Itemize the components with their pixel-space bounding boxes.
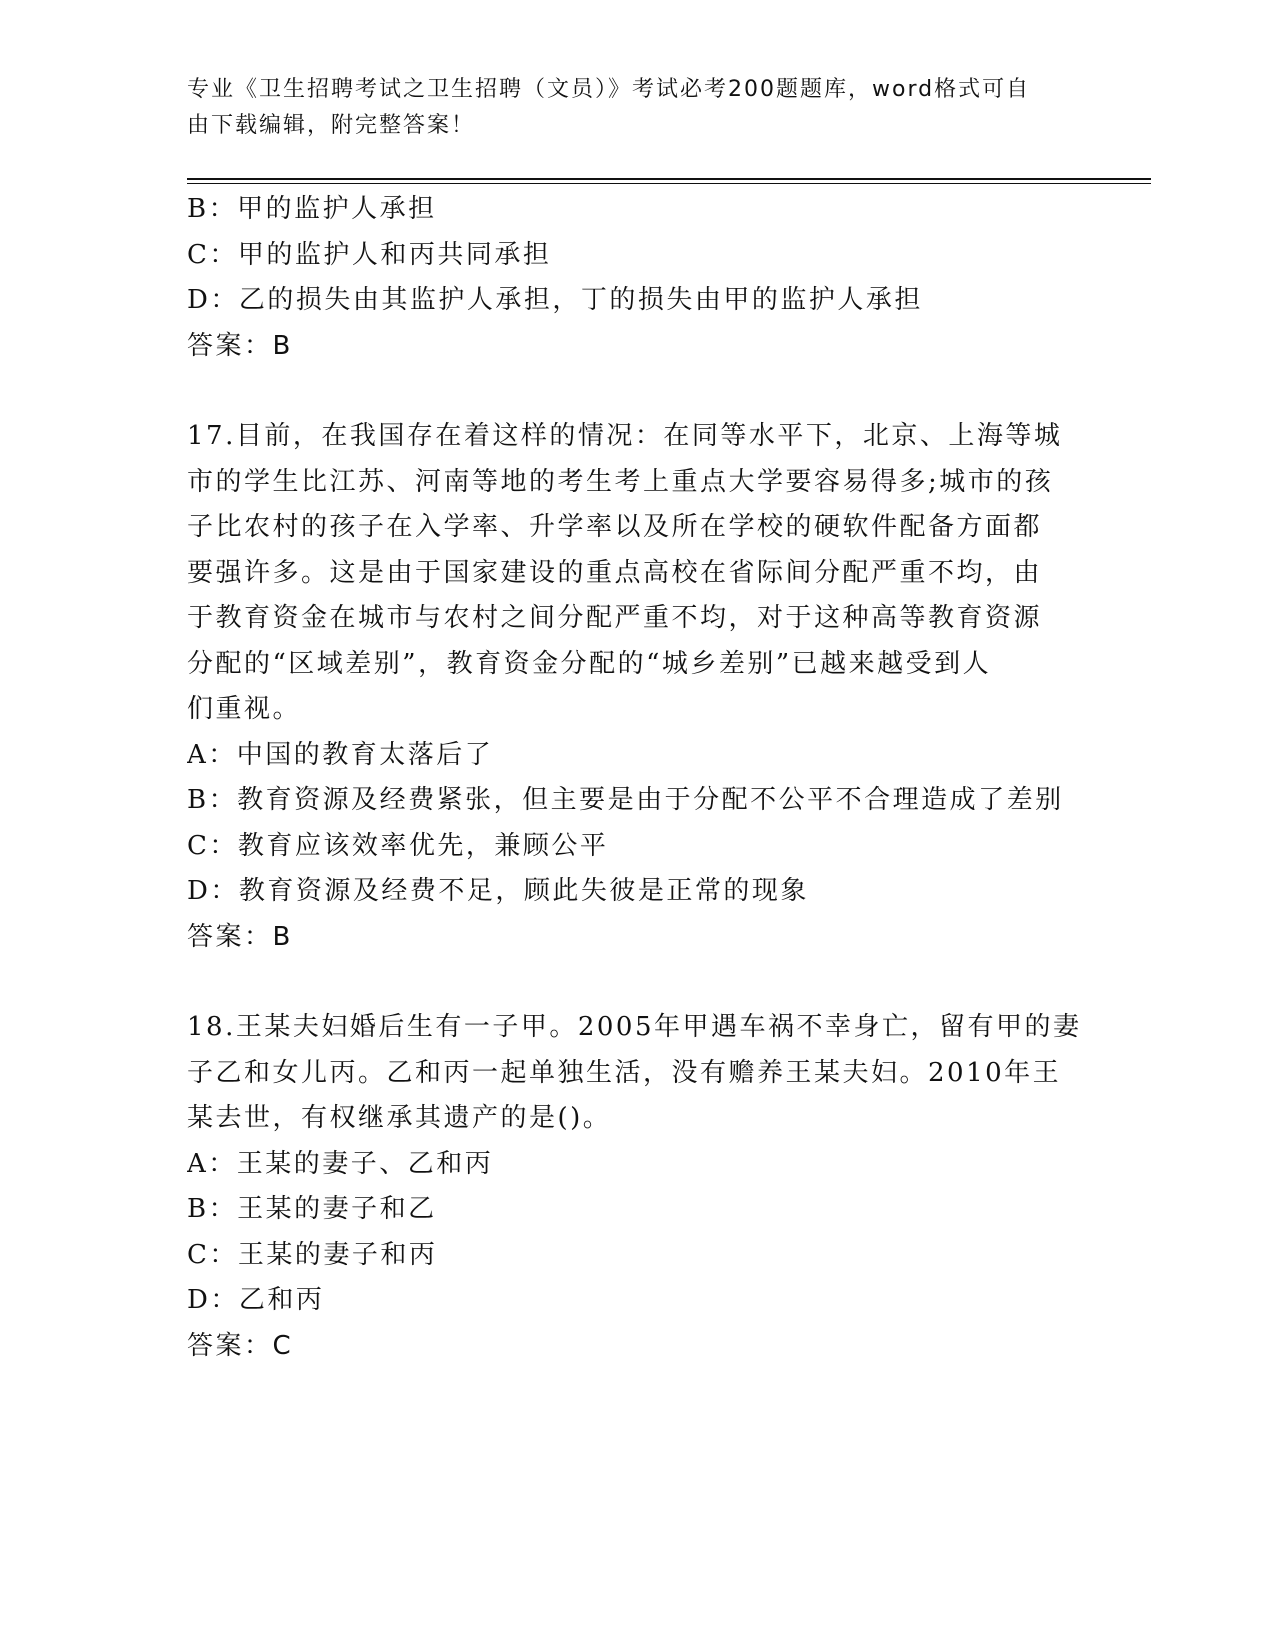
option-b: B：王某的妻子和乙 xyxy=(187,1194,437,1224)
question-17 xyxy=(187,414,1087,960)
stem-line: 要强许多。这是由于国家建设的重点高校在省际间分配严重不均，由 xyxy=(187,557,1043,588)
question-content xyxy=(187,187,1087,1369)
stem-line: 市的学生比江苏、河南等地的考生考上重点大学要容易得多;城市的孩 xyxy=(187,466,1054,497)
answer: 答案：C xyxy=(187,1330,294,1361)
stem-line: 子乙和女儿丙。乙和丙一起单独生活，没有赡养王某夫妇。2010年王 xyxy=(187,1057,1062,1088)
stem-line: 们重视。 xyxy=(187,694,302,724)
option-b: B：教育资源及经费紧张，但主要是由于分配不公平不合理造成了差别 xyxy=(187,785,1064,815)
option-c: C：教育应该效率优先，兼顾公平 xyxy=(187,830,609,861)
option-b: B：甲的监护人承担 xyxy=(187,194,437,224)
option-a: A：中国的教育太落后了 xyxy=(187,739,494,770)
option-d: D：乙的损失由其监护人承担，丁的损失由甲的监护人承担 xyxy=(187,285,923,315)
stem-line: 子比农村的孩子在入学率、升学率以及所在学校的硬软件配备方面都 xyxy=(187,512,1043,542)
stem-line: 17.目前，在我国存在着这样的情况：在同等水平下，北京、上海等城 xyxy=(187,421,1063,451)
option-c: C：甲的监护人和丙共同承担 xyxy=(187,239,552,270)
option-d: D：乙和丙 xyxy=(187,1285,325,1315)
stem-line: 分配的“区域差别”，教育资金分配的“城乡差别”已越来越受到人 xyxy=(187,648,992,679)
header-rule-thick xyxy=(187,178,1151,180)
option-c: C：王某的妻子和丙 xyxy=(187,1239,438,1270)
question-16 xyxy=(187,187,1087,369)
header-rule-thin xyxy=(187,183,1151,184)
document-header xyxy=(187,72,1067,144)
option-d: D：教育资源及经费不足，顾此失彼是正常的现象 xyxy=(187,876,809,906)
spacer xyxy=(187,369,1087,414)
stem-line: 18.王某夫妇婚后生有一子甲。2005年甲遇车祸不幸身亡，留有甲的妻 xyxy=(187,1012,1082,1042)
header-line-2: 由下载编辑，附完整答案！ xyxy=(187,113,476,138)
answer: 答案：B xyxy=(187,330,293,361)
option-a: A：王某的妻子、乙和丙 xyxy=(187,1148,494,1179)
spacer xyxy=(187,960,1087,1005)
answer: 答案：B xyxy=(187,921,293,952)
question-18 xyxy=(187,1005,1087,1369)
header-line-1: 专业《卫生招聘考试之卫生招聘（文员）》考试必考200题题库，word格式可自 xyxy=(187,77,1031,102)
stem-line: 某去世，有权继承其遗产的是()。 xyxy=(187,1103,612,1133)
stem-line: 于教育资金在城市与农村之间分配严重不均，对于这种高等教育资源 xyxy=(187,603,1043,633)
